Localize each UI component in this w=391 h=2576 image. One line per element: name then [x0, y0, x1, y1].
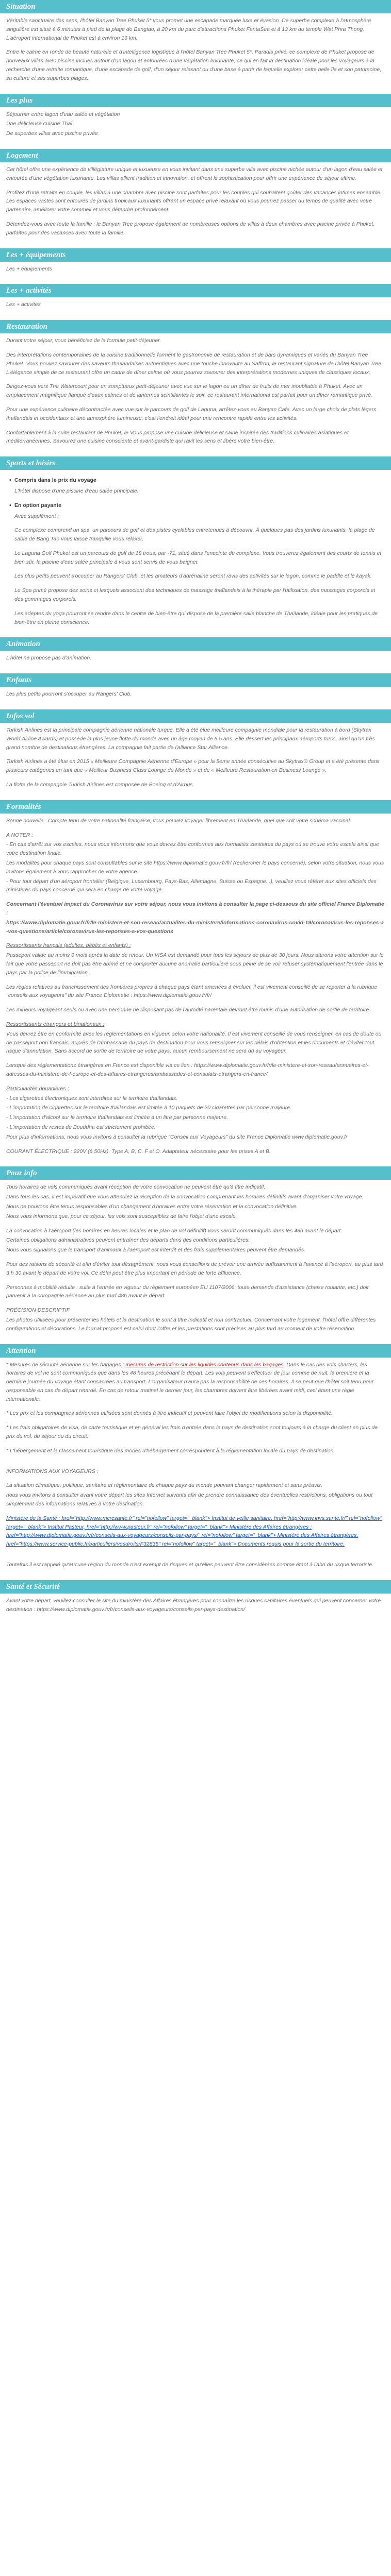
- paragraph: Tous horaires de vols communiqués avant réception de votre convocation ne peuvent être qu'à titre indicatif.: [6, 1184, 266, 1191]
- subheading: Ressortissants étrangers et binationaux :: [6, 1021, 105, 1027]
- paragraph: - En cas d'arrêt sur vos escales, nous vous informons que vous devrez être conformes aux formalités sanitaires du pays où se trouve votre escale ainsi que votre destination finale.: [6, 841, 379, 857]
- paragraph: Personnes à mobilité réduite : suite à l'entrée en vigueur du règlement européen EU 1107/2006, toute demande d'assistance (chaise roulante, etc.) doit parvenir à la compagnie aérienne au plus tard 48h avant le départ.: [6, 1284, 369, 1299]
- text: . Dans le cas des vols charters, les horaires de vol ne sont communiqués que dans les 48 heures précédant le départ. Les vols peuvent s'effectuer de jour comme de nuit, la première et la dernière journée du voyage étant consacrées au transport. L'organisateur n'aura pas la responsabilité de ces horaires. Il se peut que l'hôtel soit tenu pour responsable en cas de départ retardé. En cas de retour matinal le dernier jour, les chambres doivent être libérées avant midi, ceci étant une règle internationale.: [6, 1361, 374, 1402]
- section-attention: [0, 1358, 391, 1580]
- section-activites: [0, 297, 391, 320]
- section-infos-vol: [0, 723, 391, 800]
- list-item: Séjourner entre lagon d'eau salée et végétation: [6, 111, 120, 117]
- covid-title: Concernant l'éventuel impact du Coronavirus sur votre séjour, nous vous invitons à consulter la page ci-dessous du site officiel France Diplomatie :: [6, 901, 384, 917]
- section-enfants: [0, 687, 391, 709]
- paragraph: Les règles relatives au franchissement des frontières propres à chaque pays étant amenées à évoluer, il est vivement conseillé de se reporter à la rubrique "conseils aux voyageurs" du site France Diplomatie : https://www.diplomatie.gouv.fr/fr/: [6, 984, 378, 999]
- section-header-enfants: Enfants: [0, 673, 391, 687]
- paragraph: Les mineurs voyageant seuls ou avec une personne ne disposant pas de l'autorité parentale devront être munis d'une autorisation de sortie de territoire.: [6, 1007, 371, 1013]
- paragraph: Des interprétations contemporaines de la cuisine traditionnelle forment le gastronomie de restauration et de bars dynamiques et variés du Banyan Tree Phuket. Vous pouvez savourer des saveurs thaïlandaises authentiques avec une touche innovante au Saffron, le restaurant signature de l'hôtel Banyan Tree. L'élégance simple de ce restaurant offre un cadre de dîner calme où vous pourrez savourer des interprétations modernes uniques de classiques locaux.: [6, 351, 383, 376]
- paragraph: Pour des raisons de sécurité et afin d'éviter tout désagrément, nous vous conseillons de prévoir une arrivée suffisamment à l'avance à l'aéroport, au plus tard 3 h 30 avant le départ de votre vol. Ce délai peut être plus important en période de forte affluence.: [6, 1261, 383, 1276]
- paragraph: Les modalités pour chaque pays sont consultables sur le site https://www.diplomatie.gouv.fr/fr/ (rechercher le pays concerné), selon votre situation, nous vous invitons également à vous rapprocher de votre agence.: [6, 860, 384, 875]
- paragraph: Véritable sanctuaire des sens, l'hôtel Banyan Tree Phuket 5* vous promet une escapade marquée luxe et évasion. Ce superbe complexe à l'atmosphère singulière est situé à 6 minutes à pied de la plage de Bangtao, à 20 km du parc d'attractions Phuket FantaSea et à 13 km du temple Wat Phra Thong. L'aéroport international de Phuket est à environ 16 km.: [6, 18, 371, 41]
- subheading: Particularités douanières :: [6, 1085, 69, 1092]
- section-sante: [0, 1594, 391, 1625]
- list-item: Une délicieuse cuisine Thaï: [6, 121, 73, 127]
- list-item: De superbes villas avec piscine privée: [6, 130, 99, 137]
- paragraph: [6, 1361, 385, 1404]
- text: * Mesures de sécurité aérienne sur les bagages :: [6, 1361, 126, 1368]
- paragraph: Vous devrez être en conformité avec les réglementations en vigueur, selon votre nationalité. Il est vivement conseillé de vous renseigner, en cas de doute ou de passeport non français, auprès de l'ambassade du pays de destination pour vous renseigner sur les délais d'obtention et les documents et d'éviter tout risque d'annulation. Sans accord de sortie de territoire de votre pays, aucun remboursement ne sera dû au voyageur.: [6, 1030, 382, 1055]
- paragraph: Détendez-vous avec toute la famille : le Banyan Tree propose également de nombreuses options de villas à deux chambres avec piscine privée à Phuket, parfaites pour des vacances avec toute la famille.: [6, 221, 375, 236]
- paragraph: Pour plus d'informations, nous vous invitons à consulter la rubrique "Conseil aux Voyageurs" du site France Diplomatie www.diplomatie.gouv.fr: [6, 1133, 348, 1140]
- covid-link[interactable]: https://www.diplomatie.gouv.fr/fr/le-ministere-et-son-reseau/actualites-du-ministere/informations-coronavirus-covid-19/coronavirus-les-reponses-a-vos-questions/article/coronavirus-les-reponses-a-vos-questions: [6, 919, 384, 935]
- paragraph: Bonne nouvelle : Compte tenu de votre nationalité française, vous pouvez voyager librement en Thaïlande, quel que soit votre schéma vaccinal.: [6, 817, 351, 824]
- subheading: PRÉCISION DESCRIPTIF: [6, 1307, 70, 1314]
- paragraph: COURANT ÉLECTRIQUE : 220V (à 50Hz). Type A, B, C, F et O. Adaptateur nécessaire pour les prises A et B.: [6, 1148, 271, 1155]
- spacer: [6, 1461, 385, 1467]
- paragraph: Le Laguna Golf Phuket est un parcours de golf de 18 trous, par -71, situé dans l'enceinte du complexe. Vous trouverez également des courts de tennis et, bien sûr, la piscine d'eau salée principale à vous sont servis de vous baigner.: [14, 550, 383, 565]
- paragraph: Turkish Airlines est la principale compagnie aérienne nationale turque. Elle a été élue meilleure compagnie mondiale pour la restauration à bord (Skytrax World Airline Awards) et possède la plus jeune flotte du monde avec un âge moyen de 6,5 ans. Elle dessert les principaux aéroports turcs, ainsi qu'un très grand nombre de destinations étrangères. La compagnie fait partie de l'alliance Star Alliance.: [6, 727, 375, 751]
- paragraph: L'hôtel dispose d'une piscine d'eau salée principale.: [14, 487, 139, 494]
- section-header-les-plus: Les plus: [0, 94, 391, 107]
- paragraph: Les plus petits pourront s'occuper au Rangers' Club.: [6, 691, 132, 698]
- liquids-restriction-link[interactable]: mesures de restriction sur les liquides contenus dans les bagages: [125, 1361, 284, 1368]
- paragraph: * Les frais obligatoires de visa, de carte touristique et en général les frais d'entrée dans le pays de destination sont toujours à la charge du client en plus de prix du vol, du séjour ou du circuit.: [6, 1425, 378, 1440]
- section-header-pour-info: Pour info: [0, 1166, 391, 1180]
- paragraph: Les adeptes du yoga pourront se rendre dans le centre de bien-être qui dispose de la première salle blanche de Thaïlande, idéale pour les pratiques de bien-être en pleine conscience.: [14, 610, 378, 625]
- paragraph: Avec supplément :: [14, 513, 59, 519]
- section-header-attention: Attention: [0, 1344, 391, 1358]
- paragraph: - L'importation de restes de Bouddha est strictement prohibée.: [6, 1124, 156, 1130]
- paragraph: L'hôtel ne propose pas d'animation.: [6, 655, 92, 662]
- paragraph: Les + équipements: [6, 265, 53, 272]
- section-header-animation: Animation: [0, 637, 391, 651]
- paragraph: Entre le calme en ronde de beauté naturelle et d'intelligence logistique à l'hôtel Banyan Tree Phuket 5*, Paradis privé, ce complexe de Phuket propose de nouveaux villas avec piscine inclues autour d'un lagon et entourées d'une végétation luxuriante, ce qui en fait la destination idéale pour les voyageurs à la recherche d'une retraite romantique, d'une escapade de golf, d'un séjour relaxant ou d'une base à partir de laquelle explorer cette belle île et son patrimoine, sa culture et ses superbes plages.: [6, 49, 382, 81]
- paragraph: nous vous invitons à consulter avant votre départ les sites Internet suivants afin de prendre connaissance des éventuelles restrictions, obligations ou tout simplement des informations relatives à votre destination.: [6, 1492, 373, 1507]
- paragraph: La convocation à l'aéroport (les horaires en heures locales et le plan de vol définitif) vous seront communiqués dans les 48h avant le départ.: [6, 1227, 343, 1234]
- section-logement: [0, 162, 391, 248]
- section-sports: [0, 470, 391, 637]
- section-header-activites: Les + activités: [0, 284, 391, 297]
- section-formalites: [0, 814, 391, 1167]
- bullet-optional: • En option payante: [6, 501, 385, 510]
- section-header-sante: Santé et Sécurité: [0, 1580, 391, 1594]
- section-header-restauration: Restauration: [0, 320, 391, 333]
- section-header-situation: Situation: [0, 0, 391, 13]
- paragraph: Toutefois il est rappelé qu'aucune région du monde n'est exempt de risques et qu'elles peuvent être considérées comme étant à l'abri du risque terroriste.: [6, 1562, 374, 1568]
- section-header-sports: Sports et loisirs: [0, 456, 391, 470]
- paragraph: Passeport valide au moins 6 mois après la date de retour. Un VISA est demandé pour tous les séjours de plus de 30 jours. Nous attirons votre attention sur le fait que votre passeport ne doit pas être abîmé et ne comporter aucune anomalie particulière sous peine de se voir refuser systématiquement l'entrée dans le pays par la police de l'immigration.: [6, 952, 384, 976]
- paragraph: Confortablement à la suite restaurant de Phuket, le Vous propose une cuisine délicieuse et saine inspirée des traditions culinaires asiatiques et méditerranéennes. Savourez une cuisine consciente et avant-gardiste qui ravit les sens et libère votre bien-être.: [6, 429, 349, 445]
- section-animation: [0, 651, 391, 673]
- paragraph: - L'importation de cigarettes sur le territoire thaïlandais est limitée à 10 paquets de 20 cigarettes par personne majeure.: [6, 1105, 291, 1111]
- paragraph: Durant votre séjour, vous bénéficiez de la formule petit-déjeuner.: [6, 337, 161, 344]
- spacer: [6, 1554, 385, 1561]
- paragraph: - L'importation d'alcool sur le territoire thaïlandais est limitée à un litre par personne majeure.: [6, 1114, 229, 1121]
- paragraph: Ce complexe comprend un spa, un parcours de golf et des pistes cyclables entretenues à découvrir. À quelques pas des jardins luxuriants, la plage de sable de Bang Tao vous laisse tranquille vous relaxer.: [14, 527, 375, 543]
- paragraph: Dans tous les cas, il est impératif que vous attendiez la réception de la convocation comprenant les horaires définitifs avant d'organiser votre voyage.: [6, 1194, 364, 1200]
- official-links[interactable]: Ministère de la Santé : href="http://www.mcrcsante.fr" rel="nofollow" target="_blank"> Institut de veille sanitaire, href="http://www.invs.sante.fr/" rel="nofollow" target="_blank"> Institut Pasteur, href="http://www.pasteur.fr" rel="nofollow" target="_blank"> Ministère des Affaires étrangères : href="http://www.diplomatie.gouv.fr/fr/conseils-aux-voyageurs/conseils-par-pays/" rel="nofollow" target="_blank"> Ministère des Affaires étrangères, href="https://www.service-public.fr/particuliers/vosdroits/F32835" rel="nofollow" target="_blank"> Documents requis pour la sortie du territoire.: [6, 1515, 382, 1548]
- paragraph: La flotte de la compagnie Turkish Airlines est composée de Boeing et d'Airbus.: [6, 782, 194, 788]
- section-les-plus: [0, 107, 391, 149]
- paragraph: * Les prix et les compagnies aériennes utilisées sont donnés à titre indicatif et peuvent faire l'objet de modifications selon la disponibilité.: [6, 1410, 333, 1417]
- paragraph: Pour une expérience culinaire décontractée avec vue sur le parcours de golf de Laguna, arrêtez-vous au Banyan Cafe. Avec un large choix de plats légers thaïlandais et occidentaux et une atmosphère lumineuse, c'est l'endroit idéal pour une rencontre rapide entre les activités.: [6, 406, 377, 421]
- section-equipements: [0, 262, 391, 284]
- paragraph: Turkish Airlines a été élue en 2015 « Meilleure Compagnie Aérienne d'Europe » pour la 5ème année consécutive au Skytrax® Group et a été présente dans plusieurs catégories en tant que « Meilleur Business Class Lounge du Monde » et de « Meilleure Restauration en Business Lounge ».: [6, 758, 380, 774]
- paragraph: - Les cigarettes électroniques sont interdites sur le territoire thaïlandais.: [6, 1095, 178, 1101]
- paragraph: Avant votre départ, veuillez consulter le site du ministère des Affaires étrangères pour connaître les risques sanitaires éventuels qui peuvent concerner votre destination : https://www.diplomatie.gouv.fr/fr/conseils-aux-voyageurs/conseils-par-pays-destination/: [6, 1597, 381, 1613]
- section-header-equipements: Les + équipements: [0, 248, 391, 262]
- section-header-infos-vol: Infos vol: [0, 709, 391, 723]
- paragraph: - Pour tout départ d'un aéroport frontalier (Belgique, Luxembourg, Pays-Bas, Allemagne, Suisse ou Espagne...), veuillez vous référer aux sites officiels des ministères du pays concerné qui sera en charge de votre voyage.: [6, 878, 377, 893]
- paragraph: Cet hôtel offre une expérience de villégiature unique et luxueuse en vous invitant dans une superbe villa avec piscine nichée autour d'un lagon d'eau salée et entourée d'une végétation luxuriante. Les villas allient tradition et innovation, et offrent le sophistication pour offrir une expérience de séjour ultime.: [6, 166, 383, 181]
- paragraph: Lorsque des réglementations étrangères en France est disponible via ce lien : https://www.diplomatie.gouv.fr/fr/le-ministere-et-son-reseau/annuaires-et-adresses-du-ministere-de-l-europe-et-des-affaires-etrangeres/ambassades-et-consulats-etrangers-en-france/: [6, 1062, 369, 1077]
- paragraph: Certaines obligations administratives peuvent entraîner des départs dans des conditions particulières.: [6, 1237, 250, 1244]
- paragraph: * L'hébergement et le classement touristique des modes d'hébergement correspondent à la réglementation locale du pays de destination.: [6, 1447, 335, 1454]
- bullet-included: • Compris dans le prix du voyage: [6, 476, 385, 485]
- section-situation: [0, 13, 391, 94]
- subheading: Ressortissants français (adultes, bébés et enfants) :: [6, 942, 131, 949]
- section-restauration: [0, 333, 391, 456]
- section-pour-info: [0, 1180, 391, 1344]
- paragraph: Nous vous informons que, pour ce séjour, les vols sont susceptibles de faire l'objet d'une escale.: [6, 1213, 237, 1219]
- paragraph: Les photos utilisées pour présenter les hôtels et la destination le sont à titre indicatif et non contractuel. Concernant votre logement, l'hôtel offre différentes configurations et décorations. Le format proposé est celui dont l'offre et les prestations sont précises au plus tard au moment de votre réservation.: [6, 1316, 376, 1332]
- paragraph: Le Spa primé propose des soins et lesquels associent des techniques de massage thaïlandais à la thérapie par l'utilisation, des massages corporels et des gommages corporels.: [14, 587, 376, 603]
- section-header-formalites: Formalités: [0, 800, 391, 814]
- paragraph: Nous vous signalons que le transport d'animaux à l'aéroport est interdit et des frais supplémentaires peuvent être demandés.: [6, 1247, 306, 1253]
- subheading: INFORMATIONS AUX VOYAGEURS :: [6, 1468, 99, 1475]
- paragraph: Profitez d'une retraite en couple, les villas à une chambre avec piscine sont parfaites pour les couples qui souhaitent goûter des vacances intimes ensemble. Les espaces vastes sont entourés de jardins tropicaux luxuriants offrant un espace privé relaxant où vous pourrez passer du temps de qualité avec votre partenaire, améliorer votre sommeil et vous détendre profondément.: [6, 189, 382, 213]
- paragraph: Les plus petits peuvent s'occuper au Rangers' Club, et les amateurs d'adrénaline seront ravis des activités sur le lagon, comme le paddle et le kayak.: [14, 573, 372, 580]
- paragraph: La situation climatique, politique, sanitaire et réglementaire de chaque pays du monde pouvant changer rapidement et sans préavis,: [6, 1482, 322, 1489]
- paragraph: Les + activités: [6, 301, 41, 308]
- paragraph: Nous ne pouvons être tenus responsables d'un changement d'horaires entre votre réservation et la convocation définitive.: [6, 1203, 298, 1210]
- paragraph: Dirigez-vous vers The Watercourt pour un somptueux petit-déjeuner avec vue sur le lagon ou un dîner de fruits de mer inoubliable à Phuket. Avec un emplacement magnifique flanqué d'eaux calmes et de lanternes scintillantes le soir, ce restaurant international est parfait pour un dîner romantique privé.: [6, 383, 372, 399]
- section-header-logement: Logement: [0, 149, 391, 162]
- note-title: A NOTER :: [6, 832, 34, 838]
